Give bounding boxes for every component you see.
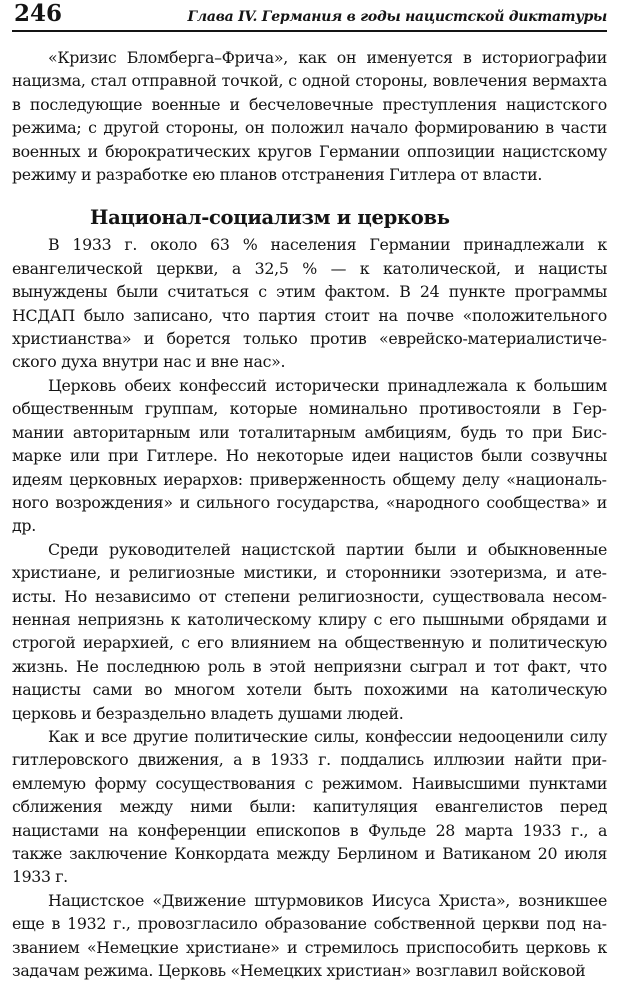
paragraph-confessions-history: Церковь обеих конфессий исторически принадлежала к большим общественным группам, которые номинально противостояли в Германии авторитарным или тоталитарным амбициям, будь то при Бисмарке или при Гитлере. Но некоторые идеи нацистов были созвучны идеям церковных иерархов: приверженность общему делу «национального возрождения» и сильного государства, «народного сообщества» и др. xyxy=(12,375,607,536)
paragraph-german-christians: Нацистское «Движение штурмовиков Иисуса Христа», возникшее еще в 1932 г., провозгласило образование собственной церкви под названием «Немецкие христиане» и стремилось приспособить церковь к задачам режима. Церковь «Немецких христиан» возглавил войсковой xyxy=(12,890,607,981)
paragraph-church-membership: В 1933 г. около 63 % населения Германии принадлежали к евангелической церкви, а 32,5 % — к католической, и нацисты вынуждены были считаться с этим фактом. В 24 пункте программы НСДАП было записано, что партия стоит на почве «положительного христианства» и борется только против «еврейско-материалистического духа внутри нас и вне нас». xyxy=(12,235,607,372)
paragraph-blomberg-fritsch-crisis: «Кризис Бломберга–Фрича», как он именуется в историографии нацизма, стал отправной точкой, с одной стороны, вовлечения вермахта в последующие военные и бесчеловечные преступления нацистского режима; с другой стороны, он положил начало формированию в части военных и бюрократических кругов Германии оппозиции нацистскому режиму и разработке ею планов отстранения Гитлера от власти. xyxy=(12,48,607,185)
page-number: 246 xyxy=(14,0,63,27)
section-heading: Национал-социализм и церковь xyxy=(90,206,450,230)
paragraph-coexistence-illusion: Как и все другие политические силы, конфессии недооценили силу гитлеровского движения, а в 1933 г. поддались иллюзии найти приемлемую форму сосуществования с режимом. Наивысшими пунктами сближения между ними были: капитуляция евангелистов перед нацистами на конференции епископов в Фульде 28 марта 1933 г., а также заключение Конкордата между Берлином и Ватиканом 20 июля 1933 г. xyxy=(12,726,607,887)
paragraph-party-leaders-religion: Среди руководителей нацистской партии были и обыкновенные христиане, и религиозные мистики, и сторонники эзотеризма, и атеисты. Но независимо от степени религиозности, существовала несомненная неприязнь к католическому клиру с его пышными обрядами и строгой иерархией, с его влиянием на общественную и политическую жизнь. Не последнюю роль в этой неприязни сыграл и тот факт, что нацисты сами во многом хотели быть похожими на католическую церковь и безраздельно владеть душами людей. xyxy=(12,539,607,723)
running-header xyxy=(12,0,607,32)
chapter-title: Глава IV. Германия в годы нацистской диктатуры xyxy=(187,9,607,25)
body-text xyxy=(12,46,607,982)
